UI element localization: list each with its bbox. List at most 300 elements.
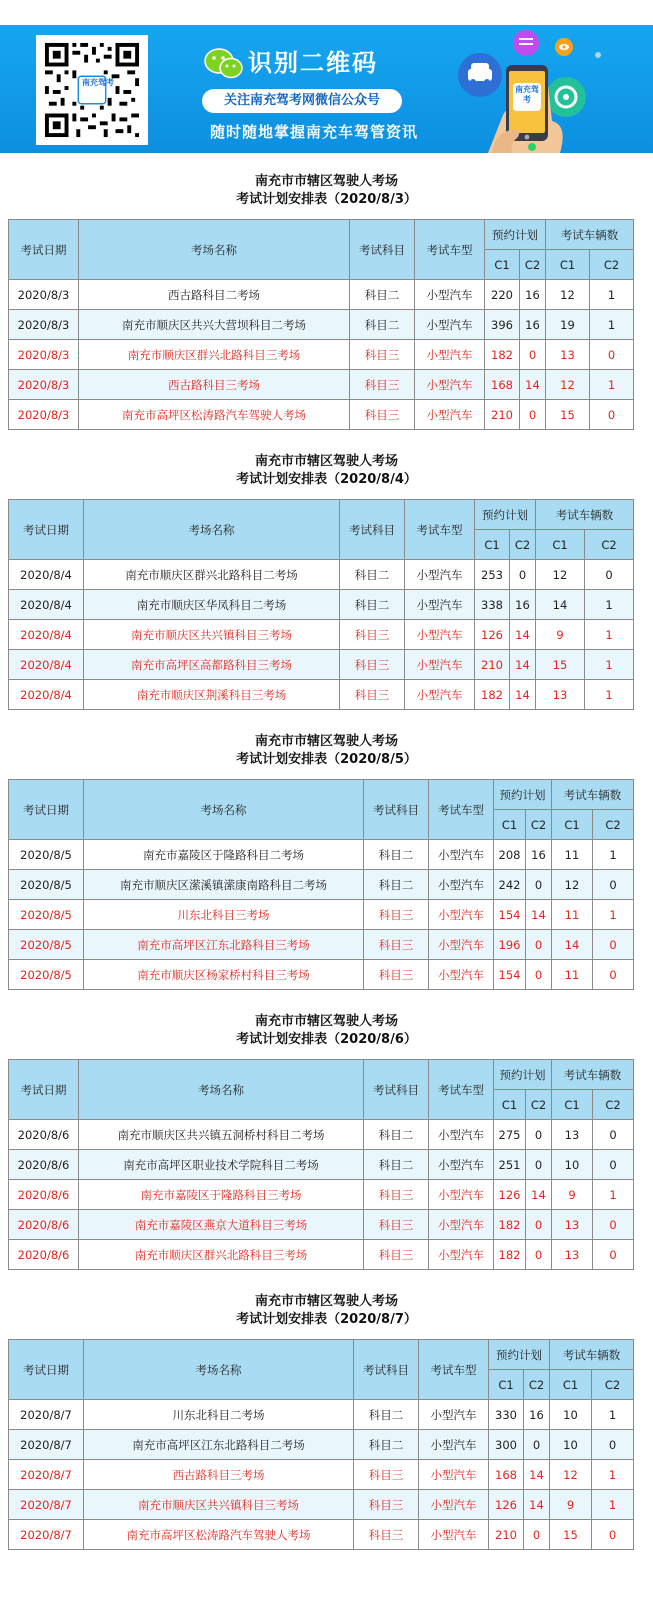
table-row <box>9 280 634 310</box>
cell-plan-c1: 126 <box>489 1490 524 1520</box>
cell-date: 2020/8/4 <box>9 560 84 590</box>
cell-cars-c1: 11 <box>552 900 593 930</box>
header-date: 考试日期 <box>9 500 84 560</box>
cell-vehicle: 小型汽车 <box>419 1400 489 1430</box>
schedule-section <box>0 1293 653 1542</box>
cell-venue: 南充市顺庆区华凤科目二考场 <box>84 590 340 620</box>
cell-vehicle: 小型汽车 <box>429 1180 494 1210</box>
cell-plan-c1: 126 <box>475 620 510 650</box>
schedule-table <box>8 1339 634 1550</box>
cell-plan-c1: 210 <box>485 400 520 430</box>
cell-venue: 南充市嘉陵区于隆路科目二考场 <box>84 840 364 870</box>
header-venue: 考场名称 <box>84 500 340 560</box>
cell-subject: 科目三 <box>340 650 405 680</box>
header-plan: 预约计划 <box>494 780 552 810</box>
cell-plan-c2: 16 <box>520 310 546 340</box>
cell-date: 2020/8/7 <box>9 1460 84 1490</box>
header-cars-c2: C2 <box>590 250 634 280</box>
cell-vehicle: 小型汽车 <box>415 400 485 430</box>
cell-cars-c1: 13 <box>552 1210 593 1240</box>
cell-cars-c1: 15 <box>536 650 585 680</box>
cell-venue: 南充市顺庆区群兴北路科目二考场 <box>84 560 340 590</box>
cell-venue: 南充市顺庆区潆溪镇潆康南路科目二考场 <box>84 870 364 900</box>
cell-date: 2020/8/7 <box>9 1520 84 1550</box>
cell-plan-c1: 168 <box>489 1460 524 1490</box>
header-vehicle: 考试车型 <box>405 500 475 560</box>
cell-vehicle: 小型汽车 <box>429 1150 494 1180</box>
cell-date: 2020/8/3 <box>9 400 79 430</box>
cell-date: 2020/8/3 <box>9 280 79 310</box>
table-row <box>9 680 634 710</box>
table-row <box>9 870 634 900</box>
cell-plan-c1: 251 <box>494 1150 526 1180</box>
header-date: 考试日期 <box>9 780 84 840</box>
cell-subject: 科目二 <box>364 870 429 900</box>
cell-subject: 科目二 <box>350 280 415 310</box>
cell-cars-c1: 9 <box>536 620 585 650</box>
header-subject: 考试科目 <box>350 220 415 280</box>
cell-cars-c2: 1 <box>590 370 634 400</box>
header-date: 考试日期 <box>9 1340 84 1400</box>
header-cars-c1: C1 <box>546 250 590 280</box>
header-subject: 考试科目 <box>354 1340 419 1400</box>
cell-vehicle: 小型汽车 <box>429 960 494 990</box>
header-cars-c2: C2 <box>593 1090 634 1120</box>
cell-cars-c1: 10 <box>552 1150 593 1180</box>
cell-venue: 南充市顺庆区共兴镇科目三考场 <box>84 620 340 650</box>
header-plan-c2: C2 <box>524 1370 550 1400</box>
header-cars: 考试车辆数 <box>536 500 634 530</box>
cell-plan-c1: 275 <box>494 1120 526 1150</box>
cell-cars-c2: 1 <box>593 900 634 930</box>
cell-plan-c1: 168 <box>485 370 520 400</box>
header-plan: 预约计划 <box>485 220 546 250</box>
cell-date: 2020/8/5 <box>9 840 84 870</box>
cell-cars-c2: 1 <box>592 1490 634 1520</box>
header-plan-c1: C1 <box>494 810 526 840</box>
header-subject: 考试科目 <box>364 1060 429 1120</box>
schedule-section <box>0 453 653 702</box>
cell-plan-c2: 0 <box>526 960 552 990</box>
cell-cars-c2: 1 <box>590 310 634 340</box>
cell-date: 2020/8/4 <box>9 680 84 710</box>
table-row <box>9 620 634 650</box>
cell-venue: 川东北科目三考场 <box>84 900 364 930</box>
header-plan-c2: C2 <box>526 810 552 840</box>
section-title-schedule: 考试计划安排表（2020/8/4） <box>236 472 417 487</box>
table-row <box>9 650 634 680</box>
header-vehicle: 考试车型 <box>429 780 494 840</box>
cell-cars-c2: 1 <box>593 840 634 870</box>
schedule-table <box>8 219 634 430</box>
cell-plan-c2: 14 <box>520 370 546 400</box>
cell-cars-c2: 0 <box>585 560 634 590</box>
cell-vehicle: 小型汽车 <box>405 620 475 650</box>
cell-subject: 科目三 <box>364 1180 429 1210</box>
cell-cars-c2: 0 <box>593 1240 634 1270</box>
cell-cars-c2: 0 <box>590 340 634 370</box>
header-date: 考试日期 <box>9 1060 79 1120</box>
header-plan-c1: C1 <box>485 250 520 280</box>
cell-subject: 科目三 <box>364 1240 429 1270</box>
header-plan: 预约计划 <box>475 500 536 530</box>
cell-date: 2020/8/5 <box>9 870 84 900</box>
cell-plan-c1: 242 <box>494 870 526 900</box>
table-row <box>9 340 634 370</box>
table-row <box>9 310 634 340</box>
cell-venue: 南充市顺庆区共兴镇五洞桥村科目二考场 <box>79 1120 364 1150</box>
cell-cars-c1: 11 <box>552 960 593 990</box>
banner-pill[interactable]: 关注南充驾考网微信公众号 <box>202 89 402 113</box>
cell-date: 2020/8/7 <box>9 1400 84 1430</box>
cell-subject: 科目二 <box>364 840 429 870</box>
cell-cars-c1: 14 <box>536 590 585 620</box>
cell-cars-c1: 10 <box>550 1400 592 1430</box>
cell-cars-c1: 13 <box>546 340 590 370</box>
cell-subject: 科目二 <box>340 590 405 620</box>
cell-plan-c1: 182 <box>475 680 510 710</box>
cell-vehicle: 小型汽车 <box>415 280 485 310</box>
cell-vehicle: 小型汽车 <box>429 1240 494 1270</box>
table-row <box>9 960 634 990</box>
phone-badge: 南充驾考 <box>515 85 539 104</box>
cell-date: 2020/8/4 <box>9 650 84 680</box>
cell-venue: 南充市顺庆区群兴北路科目三考场 <box>79 340 350 370</box>
table-row <box>9 900 634 930</box>
cell-plan-c2: 14 <box>510 650 536 680</box>
table-row <box>9 1240 634 1270</box>
cell-subject: 科目三 <box>364 960 429 990</box>
cell-date: 2020/8/5 <box>9 930 84 960</box>
cell-cars-c1: 12 <box>536 560 585 590</box>
cell-cars-c2: 1 <box>590 280 634 310</box>
cell-cars-c1: 15 <box>550 1520 592 1550</box>
promo-banner <box>0 25 653 153</box>
cell-venue: 南充市高坪区松涛路汽车驾驶人考场 <box>84 1520 354 1550</box>
header-vehicle: 考试车型 <box>419 1340 489 1400</box>
cell-plan-c2: 16 <box>520 280 546 310</box>
table-row <box>9 370 634 400</box>
cell-venue: 西古路科目二考场 <box>79 280 350 310</box>
cell-date: 2020/8/5 <box>9 900 84 930</box>
cell-cars-c1: 12 <box>546 370 590 400</box>
header-venue: 考场名称 <box>79 220 350 280</box>
wechat-icon <box>204 47 244 81</box>
cell-venue: 南充市顺庆区共兴镇科目三考场 <box>84 1490 354 1520</box>
cell-vehicle: 小型汽车 <box>405 680 475 710</box>
cell-subject: 科目三 <box>354 1520 419 1550</box>
cell-cars-c1: 13 <box>552 1240 593 1270</box>
header-plan-c1: C1 <box>489 1370 524 1400</box>
cell-vehicle: 小型汽车 <box>405 560 475 590</box>
cell-plan-c2: 0 <box>520 340 546 370</box>
cell-vehicle: 小型汽车 <box>415 310 485 340</box>
cell-vehicle: 小型汽车 <box>429 870 494 900</box>
cell-plan-c1: 300 <box>489 1430 524 1460</box>
header-venue: 考场名称 <box>84 1340 354 1400</box>
cell-vehicle: 小型汽车 <box>415 370 485 400</box>
section-title-schedule: 考试计划安排表（2020/8/6） <box>236 1032 417 1047</box>
cell-cars-c1: 13 <box>536 680 585 710</box>
header-plan-c1: C1 <box>475 530 510 560</box>
cell-subject: 科目二 <box>364 1150 429 1180</box>
cell-cars-c1: 9 <box>550 1490 592 1520</box>
header-vehicle: 考试车型 <box>429 1060 494 1120</box>
header-cars-c1: C1 <box>550 1370 592 1400</box>
cell-subject: 科目三 <box>350 400 415 430</box>
cell-subject: 科目二 <box>350 310 415 340</box>
table-row <box>9 1460 634 1490</box>
phone-hand-illustration <box>448 25 648 153</box>
cell-plan-c2: 0 <box>510 560 536 590</box>
header-venue: 考场名称 <box>79 1060 364 1120</box>
table-row <box>9 840 634 870</box>
section-title-venue-group: 南充市市辖区驾驶人考场 <box>254 174 398 189</box>
cell-cars-c2: 0 <box>593 960 634 990</box>
cell-subject: 科目三 <box>354 1490 419 1520</box>
cell-date: 2020/8/7 <box>9 1490 84 1520</box>
cell-venue: 南充市高坪区江东北路科目二考场 <box>84 1430 354 1460</box>
cell-subject: 科目三 <box>350 340 415 370</box>
cell-cars-c1: 11 <box>552 840 593 870</box>
cell-plan-c2: 16 <box>510 590 536 620</box>
cell-plan-c1: 396 <box>485 310 520 340</box>
header-cars-c1: C1 <box>536 530 585 560</box>
header-cars-c1: C1 <box>552 810 593 840</box>
cell-date: 2020/8/3 <box>9 310 79 340</box>
header-cars-c1: C1 <box>552 1090 593 1120</box>
cell-cars-c2: 0 <box>593 930 634 960</box>
cell-vehicle: 小型汽车 <box>405 590 475 620</box>
header-subject: 考试科目 <box>364 780 429 840</box>
cell-vehicle: 小型汽车 <box>405 650 475 680</box>
cell-cars-c2: 1 <box>592 1400 634 1430</box>
cell-venue: 南充市顺庆区共兴大营坝科目二考场 <box>79 310 350 340</box>
cell-subject: 科目三 <box>354 1460 419 1490</box>
cell-plan-c2: 0 <box>526 1240 552 1270</box>
cell-vehicle: 小型汽车 <box>429 1120 494 1150</box>
cell-vehicle: 小型汽车 <box>419 1460 489 1490</box>
table-row <box>9 930 634 960</box>
cell-plan-c2: 14 <box>524 1460 550 1490</box>
section-title-venue-group: 南充市市辖区驾驶人考场 <box>254 734 398 749</box>
section-title-venue-group: 南充市市辖区驾驶人考场 <box>254 454 398 469</box>
header-vehicle: 考试车型 <box>415 220 485 280</box>
cell-cars-c2: 1 <box>585 650 634 680</box>
cell-venue: 西古路科目三考场 <box>84 1460 354 1490</box>
cell-plan-c1: 196 <box>494 930 526 960</box>
section-title-venue-group: 南充市市辖区驾驶人考场 <box>254 1014 398 1029</box>
cell-plan-c1: 154 <box>494 900 526 930</box>
cell-plan-c1: 210 <box>475 650 510 680</box>
table-row <box>9 1520 634 1550</box>
cell-plan-c2: 0 <box>526 930 552 960</box>
cell-plan-c1: 126 <box>494 1180 526 1210</box>
cell-plan-c2: 14 <box>524 1490 550 1520</box>
cell-cars-c1: 10 <box>550 1430 592 1460</box>
cell-plan-c2: 0 <box>524 1430 550 1460</box>
cell-vehicle: 小型汽车 <box>429 900 494 930</box>
table-row <box>9 560 634 590</box>
cell-date: 2020/8/6 <box>9 1210 79 1240</box>
cell-date: 2020/8/6 <box>9 1180 79 1210</box>
cell-plan-c1: 210 <box>489 1520 524 1550</box>
cell-venue: 南充市顺庆区群兴北路科目三考场 <box>79 1240 364 1270</box>
cell-date: 2020/8/3 <box>9 340 79 370</box>
cell-date: 2020/8/7 <box>9 1430 84 1460</box>
qr-badge: 南充驾考 <box>82 78 114 87</box>
section-title-schedule: 考试计划安排表（2020/8/7） <box>236 1312 417 1327</box>
cell-subject: 科目三 <box>340 620 405 650</box>
cell-venue: 南充市嘉陵区于隆路科目三考场 <box>79 1180 364 1210</box>
table-row <box>9 1180 634 1210</box>
cell-date: 2020/8/6 <box>9 1120 79 1150</box>
cell-vehicle: 小型汽车 <box>429 930 494 960</box>
cell-vehicle: 小型汽车 <box>419 1490 489 1520</box>
schedule-table <box>8 1059 634 1270</box>
cell-cars-c2: 1 <box>593 1180 634 1210</box>
header-cars-c2: C2 <box>592 1370 634 1400</box>
cell-vehicle: 小型汽车 <box>419 1430 489 1460</box>
cell-subject: 科目三 <box>364 1210 429 1240</box>
cell-cars-c2: 0 <box>593 1150 634 1180</box>
schedule-section <box>0 733 653 982</box>
cell-vehicle: 小型汽车 <box>429 840 494 870</box>
cell-venue: 西古路科目三考场 <box>79 370 350 400</box>
header-venue: 考场名称 <box>84 780 364 840</box>
cell-subject: 科目二 <box>354 1430 419 1460</box>
cell-date: 2020/8/5 <box>9 960 84 990</box>
cell-cars-c2: 1 <box>585 680 634 710</box>
table-row <box>9 590 634 620</box>
table-row <box>9 1150 634 1180</box>
cell-venue: 南充市高坪区高都路科目三考场 <box>84 650 340 680</box>
cell-venue: 南充市顺庆区荆溪科目三考场 <box>84 680 340 710</box>
cell-date: 2020/8/3 <box>9 370 79 400</box>
cell-vehicle: 小型汽车 <box>429 1210 494 1240</box>
cell-plan-c2: 14 <box>526 1180 552 1210</box>
cell-cars-c1: 19 <box>546 310 590 340</box>
header-cars: 考试车辆数 <box>546 220 634 250</box>
banner-title: 识别二维码 <box>248 49 378 77</box>
cell-date: 2020/8/6 <box>9 1240 79 1270</box>
cell-cars-c1: 9 <box>552 1180 593 1210</box>
cell-venue: 川东北科目二考场 <box>84 1400 354 1430</box>
cell-venue: 南充市高坪区松涛路汽车驾驶人考场 <box>79 400 350 430</box>
cell-plan-c1: 220 <box>485 280 520 310</box>
cell-plan-c2: 0 <box>520 400 546 430</box>
schedule-table <box>8 499 634 710</box>
cell-cars-c2: 1 <box>592 1460 634 1490</box>
cell-plan-c1: 182 <box>485 340 520 370</box>
schedule-section <box>0 1013 653 1262</box>
cell-plan-c1: 182 <box>494 1210 526 1240</box>
header-plan-c1: C1 <box>494 1090 526 1120</box>
cell-subject: 科目二 <box>340 560 405 590</box>
header-cars-c2: C2 <box>585 530 634 560</box>
cell-date: 2020/8/6 <box>9 1150 79 1180</box>
cell-cars-c1: 12 <box>546 280 590 310</box>
cell-plan-c2: 0 <box>524 1520 550 1550</box>
cell-date: 2020/8/4 <box>9 590 84 620</box>
cell-plan-c2: 0 <box>526 1120 552 1150</box>
table-row <box>9 400 634 430</box>
cell-subject: 科目三 <box>364 900 429 930</box>
schedule-table <box>8 779 634 990</box>
cell-cars-c1: 13 <box>552 1120 593 1150</box>
qr-code-icon <box>42 41 142 139</box>
header-cars: 考试车辆数 <box>552 1060 634 1090</box>
cell-subject: 科目二 <box>364 1120 429 1150</box>
cell-cars-c1: 12 <box>550 1460 592 1490</box>
table-row <box>9 1400 634 1430</box>
cell-venue: 南充市嘉陵区燕京大道科目三考场 <box>79 1210 364 1240</box>
cell-cars-c2: 1 <box>585 590 634 620</box>
cell-plan-c2: 16 <box>524 1400 550 1430</box>
header-cars: 考试车辆数 <box>550 1340 634 1370</box>
cell-cars-c1: 12 <box>552 870 593 900</box>
qr-code[interactable] <box>36 35 148 145</box>
cell-plan-c1: 154 <box>494 960 526 990</box>
cell-venue: 南充市高坪区职业技术学院科目二考场 <box>79 1150 364 1180</box>
cell-plan-c1: 208 <box>494 840 526 870</box>
cell-vehicle: 小型汽车 <box>415 340 485 370</box>
cell-cars-c2: 0 <box>592 1430 634 1460</box>
cell-venue: 南充市顺庆区杨家桥村科目三考场 <box>84 960 364 990</box>
banner-subtitle: 随时随地掌握南充车驾管资讯 <box>210 123 419 141</box>
cell-cars-c2: 1 <box>585 620 634 650</box>
table-row <box>9 1490 634 1520</box>
cell-cars-c1: 14 <box>552 930 593 960</box>
section-title-schedule: 考试计划安排表（2020/8/5） <box>236 752 417 767</box>
cell-cars-c1: 15 <box>546 400 590 430</box>
cell-cars-c2: 0 <box>590 400 634 430</box>
schedule-section <box>0 173 653 422</box>
cell-plan-c2: 14 <box>510 620 536 650</box>
cell-venue: 南充市高坪区江东北路科目三考场 <box>84 930 364 960</box>
cell-subject: 科目三 <box>364 930 429 960</box>
table-row <box>9 1210 634 1240</box>
header-plan: 预约计划 <box>494 1060 552 1090</box>
header-plan-c2: C2 <box>510 530 536 560</box>
cell-plan-c1: 338 <box>475 590 510 620</box>
cell-plan-c1: 330 <box>489 1400 524 1430</box>
header-cars-c2: C2 <box>593 810 634 840</box>
cell-date: 2020/8/4 <box>9 620 84 650</box>
cell-plan-c2: 16 <box>526 840 552 870</box>
cell-cars-c2: 0 <box>592 1520 634 1550</box>
cell-plan-c2: 0 <box>526 1210 552 1240</box>
cell-cars-c2: 0 <box>593 1210 634 1240</box>
header-plan-c2: C2 <box>520 250 546 280</box>
header-plan-c2: C2 <box>526 1090 552 1120</box>
header-subject: 考试科目 <box>340 500 405 560</box>
cell-vehicle: 小型汽车 <box>419 1520 489 1550</box>
cell-plan-c2: 14 <box>510 680 536 710</box>
section-title-venue-group: 南充市市辖区驾驶人考场 <box>254 1294 398 1309</box>
cell-cars-c2: 0 <box>593 1120 634 1150</box>
cell-subject: 科目三 <box>350 370 415 400</box>
header-date: 考试日期 <box>9 220 79 280</box>
section-title-schedule: 考试计划安排表（2020/8/3） <box>236 192 417 207</box>
header-plan: 预约计划 <box>489 1340 550 1370</box>
cell-subject: 科目二 <box>354 1400 419 1430</box>
table-row <box>9 1430 634 1460</box>
cell-plan-c1: 253 <box>475 560 510 590</box>
cell-plan-c1: 182 <box>494 1240 526 1270</box>
header-cars: 考试车辆数 <box>552 780 634 810</box>
cell-cars-c2: 0 <box>593 870 634 900</box>
